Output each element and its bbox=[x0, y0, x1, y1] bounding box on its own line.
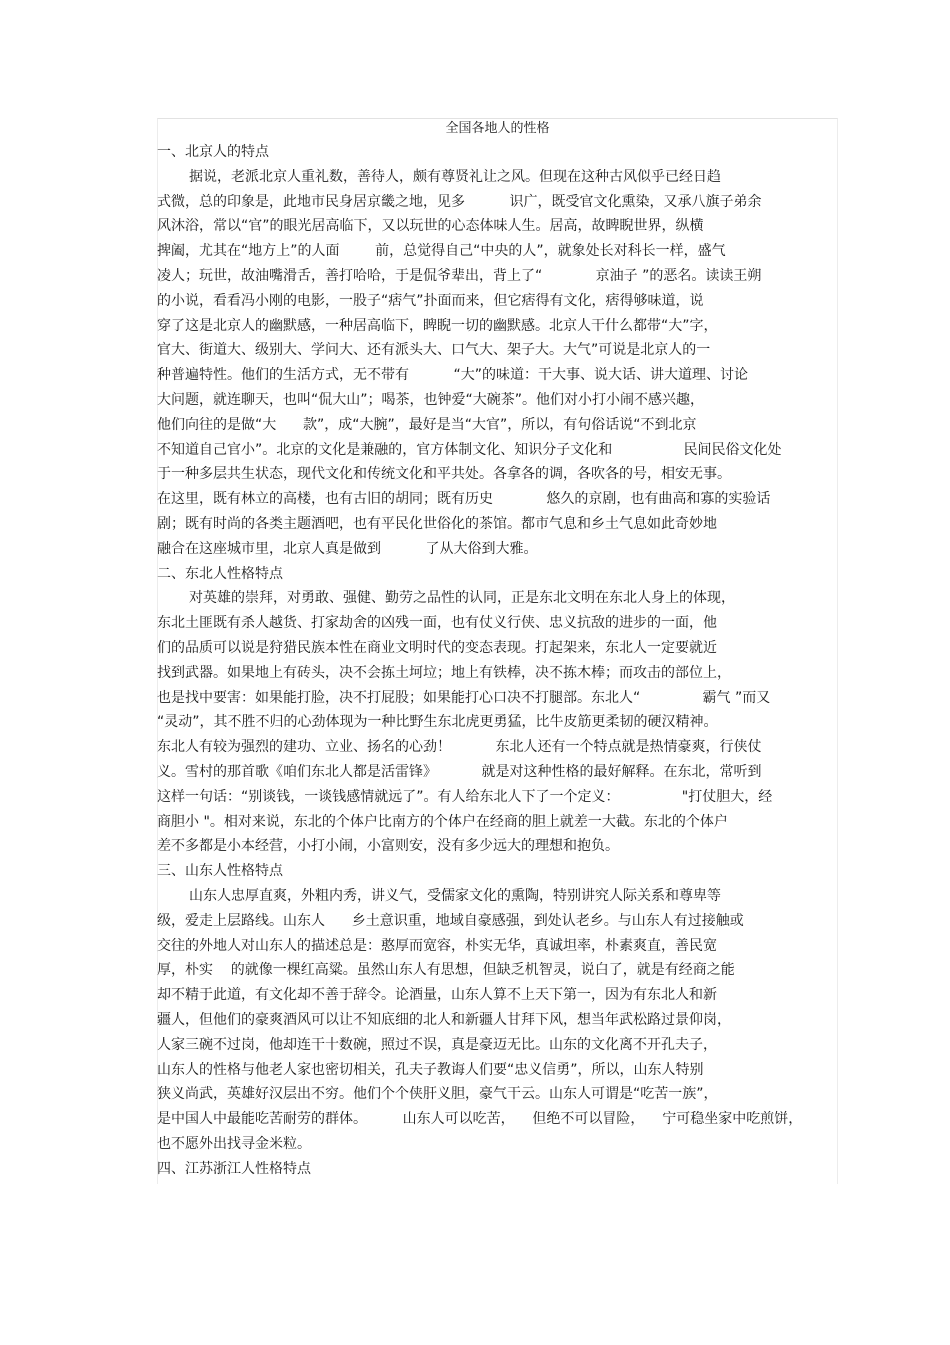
paragraph-line: 风沐浴，常以“官”的眼光居高临下，又以玩世的心态体味人生。居高，故睥睨世界，纵横 bbox=[157, 218, 704, 235]
paragraph-line: 的小说，看看冯小刚的电影，一股子“痞气”扑面而来，但它痞得有文化，痞得够味道，说 bbox=[157, 292, 704, 309]
section-heading: 三、山东人性格特点 bbox=[157, 863, 283, 880]
paragraph-line: 官大、街道大、级别大、学问大、还有派头大、口气大、架子大。大气”可说是北京人的一 bbox=[157, 342, 711, 359]
paragraph-line: 厚，朴实 的就像一棵红高粱。虽然山东人有思想，但缺乏机智灵，说白了，就是有经商之能 bbox=[157, 962, 735, 979]
paragraph-line: 对英雄的崇拜，对勇敢、强健、勤劳之品性的认同，正是东北文明在东北人身上的体现， bbox=[189, 590, 735, 607]
paragraph-line: 凌人；玩世，故油嘴滑舌，善打哈哈，于是侃爷辈出，背上了“ 京油子 ”的恶名。读读王朔 bbox=[157, 268, 762, 284]
paragraph-line: 式微，总的印象是，此地市民身居京畿之地，见多 识广，既受官文化熏染，又承八旗子弟余 bbox=[157, 193, 762, 210]
paragraph-line: 东北土匪既有杀人越货、打家劫舍的凶残一面，也有仗义行侠、忠义抗敌的进步的一面，他 bbox=[157, 615, 717, 632]
paragraph-line: 找到武器。如果地上有砖头，决不会拣土坷垃；地上有铁棒，决不拣木棒；而攻击的部位上， bbox=[157, 664, 731, 681]
paragraph-line: “灵动”，其不胜不归的心劲体现为一种比野生东北虎更勇猛，比牛皮筋更柔韧的硬汉精神。 bbox=[157, 714, 718, 731]
section-heading: 四、江苏浙江人性格特点 bbox=[157, 1160, 311, 1177]
paragraph-line: 是中国人中最能吃苦耐劳的群体。 山东人可以吃苦， 但绝不可以冒险， 宁可稳坐家中吃煎饼， bbox=[157, 1111, 803, 1128]
paragraph-line: 大问题，就连聊天，也叫“侃大山”；喝茶，也钟爱“大碗茶”。他们对小打小闹不感兴趣， bbox=[157, 392, 705, 408]
paragraph-line: 义。雪村的那首歌《咱们东北人都是活雷锋》 就是对这种性格的最好解释。在东北，常听到 bbox=[157, 764, 762, 780]
paragraph-line: 们的品质可以说是狩猎民族本性在商业文明时代的变态表现。打起架来，东北人一定要就近 bbox=[157, 640, 717, 656]
document-title: 全国各地人的性格 bbox=[445, 121, 550, 136]
paragraph-line: 交往的外地人对山东人的描述总是：憨厚而宽容，朴实无华，真诚坦率，朴素爽直，善民宽 bbox=[157, 937, 717, 954]
paragraph-line: 东北人有较为强烈的建功、立业、扬名的心劲！ 东北人还有一个特点就是热情豪爽，行侠仗 bbox=[157, 739, 762, 756]
paragraph-line: 据说，老派北京人重礼数，善待人，颇有尊贤礼让之风。但现在这种古风似乎已经日趋 bbox=[189, 168, 721, 185]
paragraph-line: 商胆小 "。相对来说，东北的个体户比南方的个体户在经商的胆上就差一大截。东北的个体户 bbox=[157, 813, 728, 830]
paragraph-line: 捭阖，尤其在“地方上”的人面 前，总觉得自己“中央的人”，就象处长对科长一样，盛气 bbox=[157, 243, 726, 260]
paragraph-line: 狭义尚武，英雄好汉层出不穷。他们个个侠肝义胆，豪气干云。山东人可谓是“吃苦一族”， bbox=[157, 1086, 718, 1103]
paragraph-line: 在这里，既有林立的高楼，也有古旧的胡同；既有历史 悠久的京剧，也有曲高和寡的实验话 bbox=[157, 491, 771, 508]
paragraph-line: 不知道自己官小”。北京的文化是兼融的，官方体制文化、知识分子文化和 民间民俗文化处 bbox=[157, 441, 782, 458]
paragraph-line: 人家三碗不过岗，他却连干十数碗，照过不误，真是豪迈无比。山东的文化离不开孔夫子， bbox=[157, 1036, 717, 1053]
paragraph-line: 疆人，但他们的豪爽酒风可以让不知底细的北人和新疆人甘拜下风，想当年武松路过景仰岗， bbox=[157, 1012, 731, 1028]
paragraph-line: 他们向往的是做“大 款”，成“大腕”，最好是当“大官”，所以，有句俗话说“不到北京 bbox=[157, 416, 697, 433]
paragraph-line: 穿了这是北京人的幽默感，一种居高临下，睥睨一切的幽默感。北京人干什么都带“大”字， bbox=[157, 317, 718, 334]
paragraph-line: 于一种多层共生状态，现代文化和传统文化和平共处。各拿各的调，各吹各的号，相安无事。 bbox=[157, 466, 731, 483]
paragraph-line: 山东人的性格与他老人家也密切相关，孔夫子教诲人们要“忠义信勇”，所以，山东人特别 bbox=[157, 1061, 704, 1078]
paragraph-line: 差不多都是小本经营，小打小闹，小富则安，没有多少远大的理想和抱负。 bbox=[157, 838, 619, 855]
paragraph-line: 剧；既有时尚的各类主题酒吧，也有平民化世俗化的茶馆。都市气息和乡土气息如此奇妙地 bbox=[157, 516, 717, 532]
paragraph-line: 种普遍特性。他们的生活方式，无不带有 “大”的味道：干大事、说大话、讲大道理、讨论 bbox=[157, 367, 749, 384]
paragraph-line: 融合在这座城市里，北京人真是做到 了从大俗到大雅。 bbox=[157, 540, 538, 557]
paragraph-line: 却不精于此道，有文化却不善于辞令。论酒量，山东人算不上天下第一，因为有东北人和新 bbox=[157, 987, 717, 1004]
paragraph-line: 也不愿外出找寻金米粒。 bbox=[157, 1136, 311, 1152]
paragraph-line: 也是找中要害：如果能打脸，决不打屁股；如果能打心口决不打腿部。东北人“ 霸气 ”而又 bbox=[157, 689, 771, 706]
section-heading: 二、东北人性格特点 bbox=[157, 565, 283, 582]
paragraph-line: 级，爱走上层路线。山东人 乡土意识重，地域自豪感强，到处认老乡。与山东人有过接触或 bbox=[157, 912, 744, 929]
section-heading: 一、北京人的特点 bbox=[157, 144, 269, 160]
paragraph-line: 山东人忠厚直爽，外粗内秀，讲义气，受儒家文化的熏陶，特别讲究人际关系和尊卑等 bbox=[189, 888, 721, 904]
paragraph-line: 这样一句话：“别谈钱，一谈钱感情就远了”。有人给东北人下了一个定义： "打仗胆大，经 bbox=[157, 788, 773, 805]
